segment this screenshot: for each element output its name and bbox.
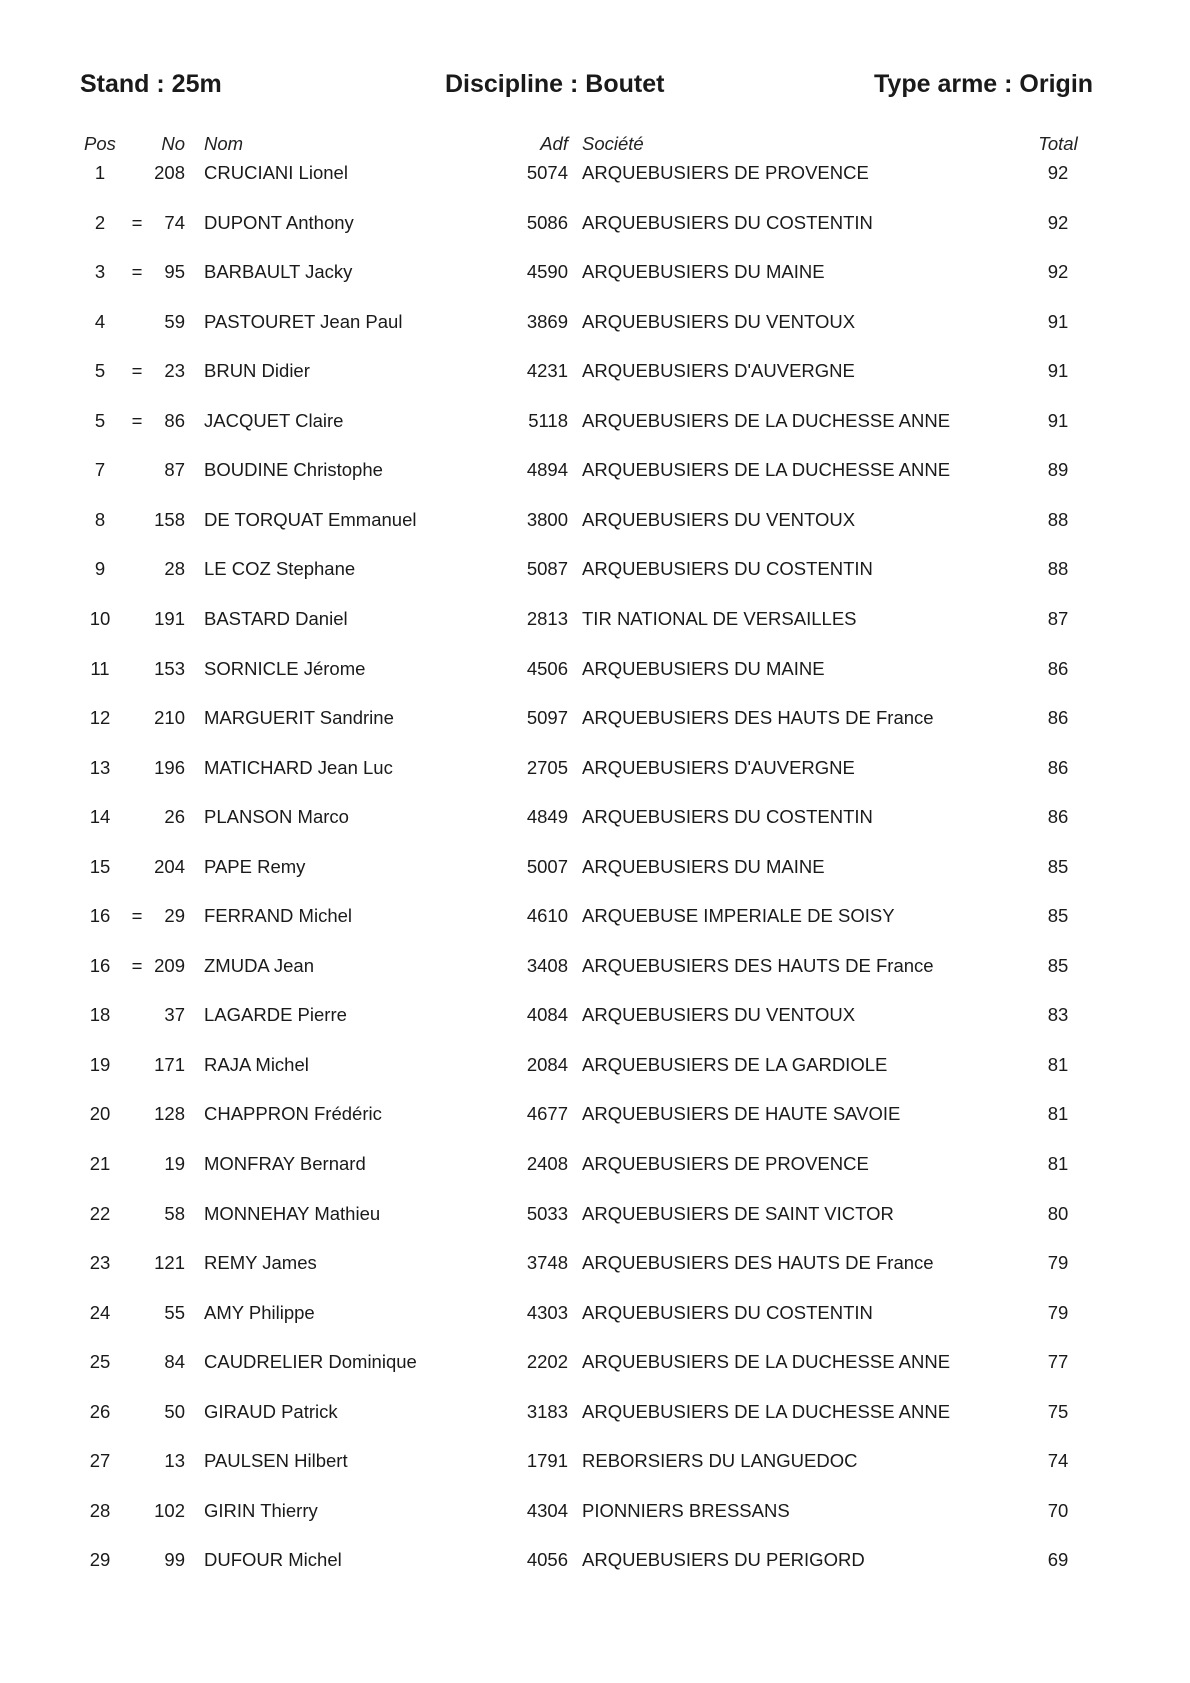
row-pos: 3 bbox=[94, 261, 106, 282]
row-name: LE COZ Stephane bbox=[204, 558, 356, 579]
row-name: GIRAUD Patrick bbox=[204, 1401, 338, 1422]
row-adf: 4610 bbox=[526, 905, 568, 926]
row-number: 74 bbox=[164, 212, 185, 233]
row-number: 204 bbox=[154, 856, 185, 877]
row-name: PAPE Remy bbox=[204, 856, 306, 877]
row-societe: ARQUEBUSIERS DES HAUTS DE France bbox=[582, 955, 934, 976]
row-number: 86 bbox=[164, 410, 185, 431]
row-number: 191 bbox=[154, 608, 185, 629]
row-number: 37 bbox=[164, 1004, 185, 1025]
row-name: PAULSEN Hilbert bbox=[204, 1450, 348, 1471]
row-name: DUPONT Anthony bbox=[204, 212, 354, 233]
row-adf: 4304 bbox=[526, 1500, 568, 1521]
row-name: DE TORQUAT Emmanuel bbox=[204, 509, 417, 530]
row-total: 81 bbox=[1047, 1153, 1069, 1174]
row-societe: ARQUEBUSIERS DE PROVENCE bbox=[582, 1153, 869, 1174]
row-adf: 3408 bbox=[526, 955, 568, 976]
row-number: 19 bbox=[164, 1153, 185, 1174]
row-name: CAUDRELIER Dominique bbox=[204, 1351, 417, 1372]
row-adf: 4506 bbox=[526, 658, 568, 679]
row-total: 70 bbox=[1047, 1500, 1069, 1521]
row-adf: 3183 bbox=[526, 1401, 568, 1422]
row-pos: 24 bbox=[89, 1302, 111, 1323]
row-tie-mark: = bbox=[131, 905, 143, 926]
row-name: FERRAND Michel bbox=[204, 905, 353, 926]
row-pos: 9 bbox=[94, 558, 106, 579]
row-total: 92 bbox=[1047, 212, 1069, 233]
row-number: 29 bbox=[164, 905, 185, 926]
row-name: JACQUET Claire bbox=[204, 410, 344, 431]
row-number: 58 bbox=[164, 1203, 185, 1224]
row-pos: 12 bbox=[89, 707, 111, 728]
row-tie-mark: = bbox=[131, 360, 143, 381]
row-total: 91 bbox=[1047, 311, 1069, 332]
row-adf: 5118 bbox=[528, 410, 568, 431]
row-number: 171 bbox=[154, 1054, 185, 1075]
row-total: 81 bbox=[1047, 1103, 1069, 1124]
row-pos: 2 bbox=[94, 212, 106, 233]
row-adf: 5086 bbox=[526, 212, 568, 233]
row-pos: 18 bbox=[89, 1004, 111, 1025]
column-header-nom: Nom bbox=[204, 133, 244, 154]
row-name: SORNICLE Jérome bbox=[204, 658, 366, 679]
row-societe: ARQUEBUSIERS DU PERIGORD bbox=[582, 1549, 865, 1570]
row-number: 208 bbox=[154, 162, 185, 183]
row-number: 121 bbox=[154, 1252, 185, 1273]
row-total: 89 bbox=[1047, 459, 1069, 480]
row-pos: 28 bbox=[89, 1500, 111, 1521]
row-total: 85 bbox=[1047, 905, 1069, 926]
row-societe: ARQUEBUSIERS DU VENTOUX bbox=[582, 1004, 856, 1025]
row-societe: ARQUEBUSE IMPERIALE DE SOISY bbox=[582, 905, 895, 926]
row-pos: 26 bbox=[89, 1401, 111, 1422]
row-pos: 1 bbox=[94, 162, 106, 183]
row-adf: 5033 bbox=[526, 1203, 568, 1224]
row-societe: REBORSIERS DU LANGUEDOC bbox=[582, 1450, 858, 1471]
row-name: REMY James bbox=[204, 1252, 317, 1273]
row-total: 86 bbox=[1047, 757, 1069, 778]
row-number: 28 bbox=[164, 558, 185, 579]
row-societe: ARQUEBUSIERS DU MAINE bbox=[582, 658, 825, 679]
row-total: 83 bbox=[1047, 1004, 1069, 1025]
row-number: 102 bbox=[154, 1500, 185, 1521]
row-number: 209 bbox=[154, 955, 185, 976]
row-pos: 14 bbox=[89, 806, 111, 827]
row-total: 74 bbox=[1047, 1450, 1069, 1471]
row-societe: ARQUEBUSIERS DE PROVENCE bbox=[582, 162, 869, 183]
row-societe: ARQUEBUSIERS D'AUVERGNE bbox=[582, 360, 855, 381]
row-name: MONFRAY Bernard bbox=[204, 1153, 366, 1174]
discipline-heading: Discipline : Boutet bbox=[445, 70, 665, 98]
row-adf: 1791 bbox=[526, 1450, 568, 1471]
row-pos: 11 bbox=[90, 658, 110, 679]
row-total: 86 bbox=[1047, 658, 1069, 679]
row-adf: 2705 bbox=[526, 757, 568, 778]
row-societe: PIONNIERS BRESSANS bbox=[582, 1500, 790, 1521]
row-pos: 16 bbox=[89, 905, 111, 926]
row-pos: 5 bbox=[94, 360, 106, 381]
row-pos: 22 bbox=[89, 1203, 111, 1224]
row-number: 95 bbox=[164, 261, 185, 282]
row-pos: 15 bbox=[89, 856, 111, 877]
row-total: 86 bbox=[1047, 707, 1069, 728]
type-arme-heading: Type arme : Origin bbox=[874, 70, 1094, 98]
row-societe: ARQUEBUSIERS DU COSTENTIN bbox=[582, 806, 873, 827]
row-number: 87 bbox=[164, 459, 185, 480]
row-name: BRUN Didier bbox=[204, 360, 310, 381]
row-societe: ARQUEBUSIERS DES HAUTS DE France bbox=[582, 1252, 934, 1273]
row-name: LAGARDE Pierre bbox=[204, 1004, 347, 1025]
row-adf: 2084 bbox=[526, 1054, 568, 1075]
row-number: 84 bbox=[164, 1351, 185, 1372]
row-total: 85 bbox=[1047, 955, 1069, 976]
row-societe: TIR NATIONAL DE VERSAILLES bbox=[582, 608, 857, 629]
row-adf: 4231 bbox=[526, 360, 568, 381]
row-adf: 5097 bbox=[526, 707, 568, 728]
row-number: 59 bbox=[164, 311, 185, 332]
row-societe: ARQUEBUSIERS DE LA DUCHESSE ANNE bbox=[582, 410, 951, 431]
row-societe: ARQUEBUSIERS DE LA DUCHESSE ANNE bbox=[582, 1351, 951, 1372]
row-adf: 3748 bbox=[526, 1252, 568, 1273]
row-name: BASTARD Daniel bbox=[204, 608, 348, 629]
row-societe: ARQUEBUSIERS DU VENTOUX bbox=[582, 509, 856, 530]
row-adf: 2202 bbox=[526, 1351, 568, 1372]
row-pos: 8 bbox=[94, 509, 106, 530]
row-adf: 5007 bbox=[526, 856, 568, 877]
row-number: 26 bbox=[164, 806, 185, 827]
row-total: 75 bbox=[1047, 1401, 1069, 1422]
row-number: 210 bbox=[154, 707, 185, 728]
row-tie-mark: = bbox=[131, 410, 143, 431]
row-adf: 5087 bbox=[526, 558, 568, 579]
row-pos: 23 bbox=[89, 1252, 111, 1273]
row-name: MATICHARD Jean Luc bbox=[204, 757, 393, 778]
row-pos: 7 bbox=[94, 459, 106, 480]
row-adf: 3800 bbox=[526, 509, 568, 530]
row-total: 91 bbox=[1047, 410, 1069, 431]
row-adf: 3869 bbox=[526, 311, 568, 332]
row-total: 92 bbox=[1047, 261, 1069, 282]
row-name: MARGUERIT Sandrine bbox=[204, 707, 394, 728]
row-societe: ARQUEBUSIERS DU COSTENTIN bbox=[582, 1302, 873, 1323]
row-name: PLANSON Marco bbox=[204, 806, 349, 827]
row-societe: ARQUEBUSIERS DE LA DUCHESSE ANNE bbox=[582, 1401, 951, 1422]
row-total: 85 bbox=[1047, 856, 1069, 877]
row-pos: 16 bbox=[89, 955, 111, 976]
row-societe: ARQUEBUSIERS DE LA GARDIOLE bbox=[582, 1054, 888, 1075]
row-name: GIRIN Thierry bbox=[204, 1500, 318, 1521]
row-pos: 20 bbox=[89, 1103, 111, 1124]
row-pos: 13 bbox=[89, 757, 111, 778]
row-name: DUFOUR Michel bbox=[204, 1549, 342, 1570]
row-name: PASTOURET Jean Paul bbox=[204, 311, 403, 332]
row-number: 55 bbox=[164, 1302, 185, 1323]
row-total: 80 bbox=[1047, 1203, 1069, 1224]
row-total: 91 bbox=[1047, 360, 1069, 381]
row-pos: 25 bbox=[89, 1351, 111, 1372]
row-adf: 4894 bbox=[526, 459, 568, 480]
row-number: 196 bbox=[154, 757, 185, 778]
row-adf: 4084 bbox=[526, 1004, 568, 1025]
row-total: 69 bbox=[1047, 1549, 1069, 1570]
row-adf: 4590 bbox=[526, 261, 568, 282]
row-societe: ARQUEBUSIERS DU COSTENTIN bbox=[582, 212, 873, 233]
row-societe: ARQUEBUSIERS DU VENTOUX bbox=[582, 311, 856, 332]
row-total: 87 bbox=[1047, 608, 1069, 629]
row-societe: ARQUEBUSIERS DE LA DUCHESSE ANNE bbox=[582, 459, 951, 480]
row-pos: 4 bbox=[94, 311, 106, 332]
row-number: 158 bbox=[154, 509, 185, 530]
row-tie-mark: = bbox=[131, 955, 143, 976]
row-societe: ARQUEBUSIERS DE HAUTE SAVOIE bbox=[582, 1103, 901, 1124]
row-number: 50 bbox=[164, 1401, 185, 1422]
row-number: 13 bbox=[164, 1450, 185, 1471]
row-name: BOUDINE Christophe bbox=[204, 459, 383, 480]
row-pos: 10 bbox=[89, 608, 111, 629]
row-adf: 2813 bbox=[526, 608, 568, 629]
column-header-no: No bbox=[161, 133, 185, 154]
row-adf: 4303 bbox=[526, 1302, 568, 1323]
row-number: 23 bbox=[164, 360, 185, 381]
column-header-adf: Adf bbox=[540, 133, 568, 154]
row-societe: ARQUEBUSIERS DES HAUTS DE France bbox=[582, 707, 934, 728]
row-total: 88 bbox=[1047, 509, 1069, 530]
row-total: 79 bbox=[1047, 1252, 1069, 1273]
column-header-societe: Société bbox=[582, 133, 644, 154]
row-total: 79 bbox=[1047, 1302, 1069, 1323]
row-total: 81 bbox=[1047, 1054, 1069, 1075]
row-name: BARBAULT Jacky bbox=[204, 261, 353, 282]
row-pos: 27 bbox=[89, 1450, 111, 1471]
row-adf: 4056 bbox=[526, 1549, 568, 1570]
row-name: AMY Philippe bbox=[204, 1302, 315, 1323]
row-adf: 5074 bbox=[526, 162, 568, 183]
row-tie-mark: = bbox=[131, 261, 143, 282]
row-name: ZMUDA Jean bbox=[204, 955, 315, 976]
row-societe: ARQUEBUSIERS DE SAINT VICTOR bbox=[582, 1203, 894, 1224]
row-pos: 19 bbox=[89, 1054, 111, 1075]
row-pos: 5 bbox=[94, 410, 106, 431]
row-total: 88 bbox=[1047, 558, 1069, 579]
row-name: MONNEHAY Mathieu bbox=[204, 1203, 381, 1224]
row-number: 99 bbox=[164, 1549, 185, 1570]
row-pos: 29 bbox=[89, 1549, 111, 1570]
row-adf: 4849 bbox=[526, 806, 568, 827]
row-name: RAJA Michel bbox=[204, 1054, 309, 1075]
row-total: 92 bbox=[1047, 162, 1069, 183]
row-pos: 21 bbox=[89, 1153, 111, 1174]
row-societe: ARQUEBUSIERS DU MAINE bbox=[582, 261, 825, 282]
row-total: 77 bbox=[1047, 1351, 1069, 1372]
stand-heading: Stand : 25m bbox=[80, 70, 222, 98]
row-number: 153 bbox=[154, 658, 185, 679]
row-number: 128 bbox=[154, 1103, 185, 1124]
row-total: 86 bbox=[1047, 806, 1069, 827]
row-societe: ARQUEBUSIERS DU COSTENTIN bbox=[582, 558, 873, 579]
row-tie-mark: = bbox=[131, 212, 143, 233]
column-header-total: Total bbox=[1038, 133, 1078, 154]
row-societe: ARQUEBUSIERS D'AUVERGNE bbox=[582, 757, 855, 778]
column-header-pos: Pos bbox=[84, 133, 116, 154]
row-adf: 2408 bbox=[526, 1153, 568, 1174]
row-name: CHAPPRON Frédéric bbox=[204, 1103, 382, 1124]
row-adf: 4677 bbox=[526, 1103, 568, 1124]
row-name: CRUCIANI Lionel bbox=[204, 162, 348, 183]
row-societe: ARQUEBUSIERS DU MAINE bbox=[582, 856, 825, 877]
